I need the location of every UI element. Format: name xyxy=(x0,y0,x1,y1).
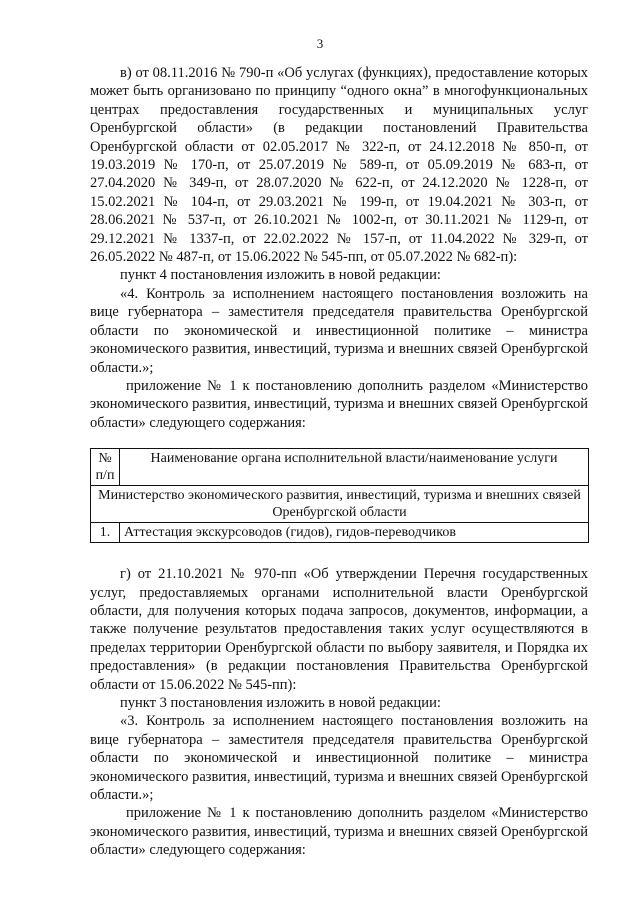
table-group-row xyxy=(91,486,589,523)
section-v-point-line: пункт 4 постановления изложить в новой редакции: xyxy=(120,267,441,284)
group-cell: Министерство экономического развития, инвестиций, туризма и внешних связей Оренбургской области xyxy=(91,486,589,523)
header-num-cell: № п/п xyxy=(91,449,120,486)
table-row xyxy=(91,523,589,543)
section-v-point-text: «4. Контроль за исполнением настоящего постановления возложить на вице губернатора – заместителя председателя правительства Оренбургской области по экономической и инвестиционной политике – министра экономического развития, инвестиций, туризма и внешних связей Оренбургской области.»; xyxy=(90,285,588,376)
row-name-cell: Аттестация экскурсоводов (гидов), гидов-переводчиков xyxy=(120,523,589,543)
section-g-point-text: «3. Контроль за исполнением настоящего постановления возложить на вице губернатора – заместителя председателя правительства Оренбургской области по экономической и инвестиционной политике – министра экономического развития, инвестиций, туризма и внешних связей Оренбургской области.»; xyxy=(90,713,588,803)
section-v-appendix-text: приложение № 1 к постановлению дополнить разделом «Министерство экономического развития, инвестиций, туризма и внешних связей Оренбургской области» следующего содержания: xyxy=(90,377,588,431)
section-g-intro: г) от 21.10.2021 № 970-пп «Об утверждении Перечня государственных услуг, предоставляемых органами исполнительной власти Оренбургской области, для получения которых подача запросов, документов, информации, а также получение результатов предоставления таких услуг осуществляются в пределах территории Оренбургской области по выбору заявителя, и Порядка их предоставления» (в редакции постановления Правительства Оренбургской области от 15.06.2022 № 545-пп): xyxy=(90,566,588,693)
section-g-point-line: пункт 3 постановления изложить в новой редакции: xyxy=(120,694,441,711)
document-body xyxy=(90,64,588,860)
page-number: 3 xyxy=(316,36,324,51)
section-g-appendix-text: приложение № 1 к постановлению дополнить разделом «Министерство экономического развития, инвестиций, туризма и внешних связей Оренбургской области» следующего содержания: xyxy=(90,805,588,859)
header-name-cell: Наименование органа исполнительной власти/наименование услуги xyxy=(120,449,589,486)
section-v-intro: в) от 08.11.2016 № 790-п «Об услугах (функциях), предоставление которых может быть организовано по принципу “одного окна” в многофункциональных центрах предоставления государственных и муниципальных услуг Оренбургской области» (в редакции постановлений Правительства Оренбургской области от 02.05.2017 № 322-п, от 24.12.2018 № 850-п, от 19.03.2019 № 170-п, от 25.07.2019 № 589-п, от 05.09.2019 № 683-п, от 27.04.2020 № 349-п, от 28.07.2020 № 622-п, от 24.12.2020 № 1228-п, от 15.02.2021 № 104-п, от 29.03.2021 № 199-п, от 19.04.2021 № 303-п, от 28.06.2021 № 537-п, от 26.10.2021 № 1002-п, от 30.11.2021 № 1129-п, от 29.12.2021 № 1337-п, от 22.02.2022 № 157-п, от 11.04.2022 № 329-п, от 26.05.2022 № 487-п, от 15.06.2022 № 545-пп, от 05.07.2022 № 682-п): xyxy=(90,65,588,266)
row-num-cell: 1. xyxy=(91,523,120,543)
services-table xyxy=(90,448,589,543)
table-header-row xyxy=(91,449,589,486)
